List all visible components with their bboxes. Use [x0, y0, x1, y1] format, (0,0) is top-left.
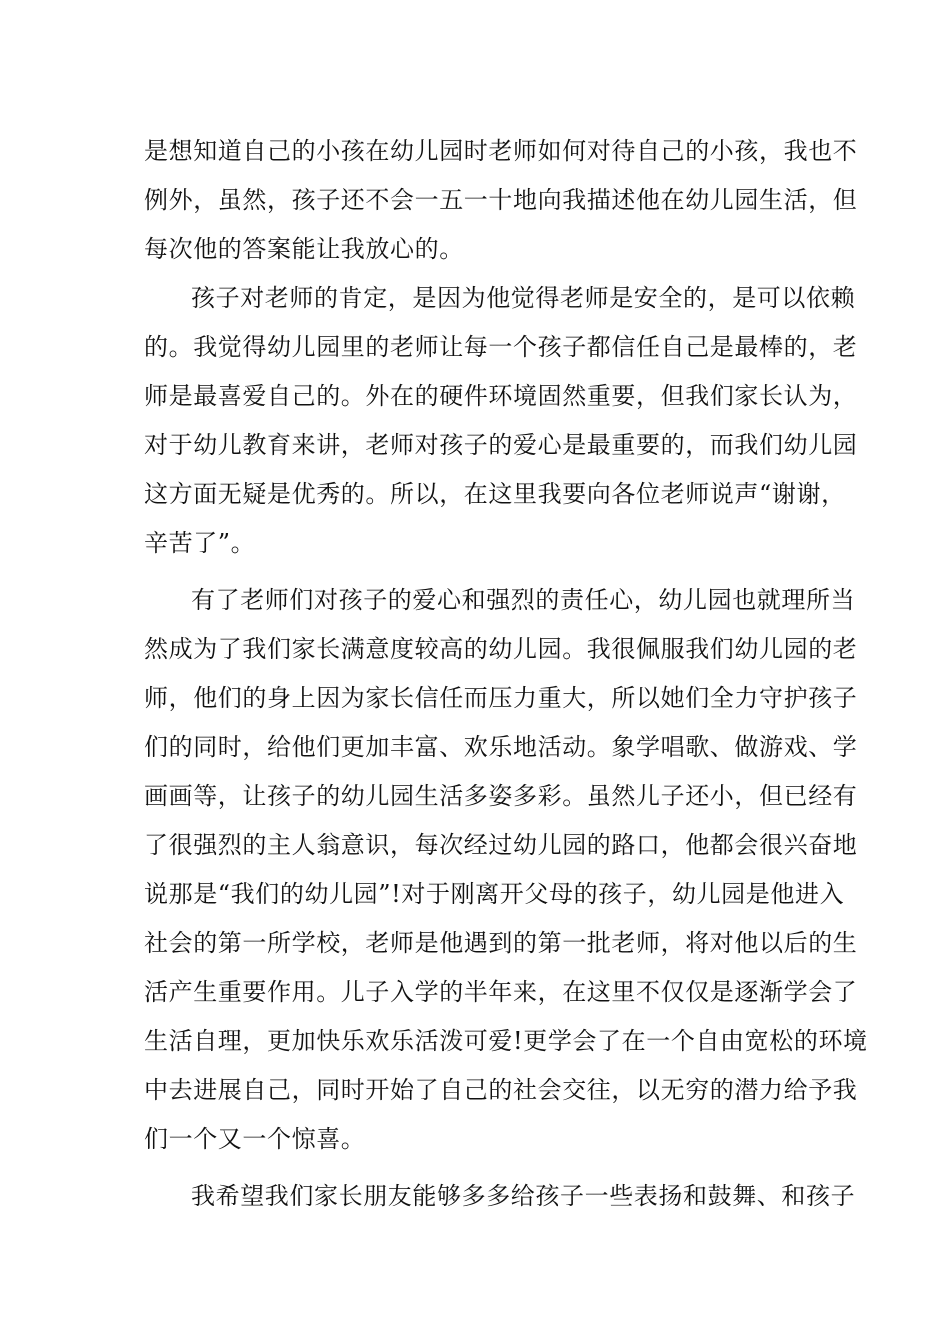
text-line: 师是最喜爱自己的。外在的硬件环境固然重要，但我们家长认为，: [144, 382, 858, 410]
paragraph-first-line: 有了老师们对孩子的爱心和强烈的责任心，幼儿园也就理所当: [191, 586, 856, 614]
text-line: 师，他们的身上因为家长信任而压力重大，所以她们全力守护孩子: [144, 684, 858, 712]
text-line: 是想知道自己的小孩在幼儿园时老师如何对待自己的小孩，我也不: [144, 137, 858, 165]
text-line: 每次他的答案能让我放心的。: [144, 235, 464, 263]
paragraph-first-line: 孩子对老师的肯定，是因为他觉得老师是安全的，是可以依赖: [191, 284, 856, 312]
text-line: 辛苦了”。: [144, 529, 256, 557]
text-line: 活产生重要作用。儿子入学的半年来，在这里不仅仅是逐渐学会了: [144, 978, 858, 1006]
text-line: 对于幼儿教育来讲，老师对孩子的爱心是最重要的，而我们幼儿园: [144, 431, 858, 459]
text-line: 生活自理，更加快乐欢乐活泼可爱!更学会了在一个自由宽松的环境: [144, 1027, 868, 1055]
text-line: 们的同时，给他们更加丰富、欢乐地活动。象学唱歌、做游戏、学: [144, 733, 858, 761]
text-line: 的。我觉得幼儿园里的老师让每一个孩子都信任自己是最棒的，老: [144, 333, 858, 361]
text-line: 们一个又一个惊喜。: [144, 1125, 366, 1153]
text-line: 画画等，让孩子的幼儿园生活多姿多彩。虽然儿子还小，但已经有: [144, 782, 858, 810]
text-line: 然成为了我们家长满意度较高的幼儿园。我很佩服我们幼儿园的老: [144, 635, 858, 663]
text-line: 说那是“我们的幼儿园”!对于刚离开父母的孩子，幼儿园是他进入: [144, 880, 845, 908]
text-line: 中去进展自己，同时开始了自己的社会交往，以无穷的潜力给予我: [144, 1076, 858, 1104]
text-line: 例外，虽然，孩子还不会一五一十地向我描述他在幼儿园生活，但: [144, 186, 858, 214]
text-line: 这方面无疑是优秀的。所以，在这里我要向各位老师说声“谢谢，: [144, 480, 846, 508]
paragraph-first-line: 我希望我们家长朋友能够多多给孩子一些表扬和鼓舞、和孩子: [191, 1182, 856, 1210]
text-line: 了很强烈的主人翁意识，每次经过幼儿园的路口，他都会很兴奋地: [144, 831, 858, 859]
text-line: 社会的第一所学校，老师是他遇到的第一批老师，将对他以后的生: [144, 929, 858, 957]
